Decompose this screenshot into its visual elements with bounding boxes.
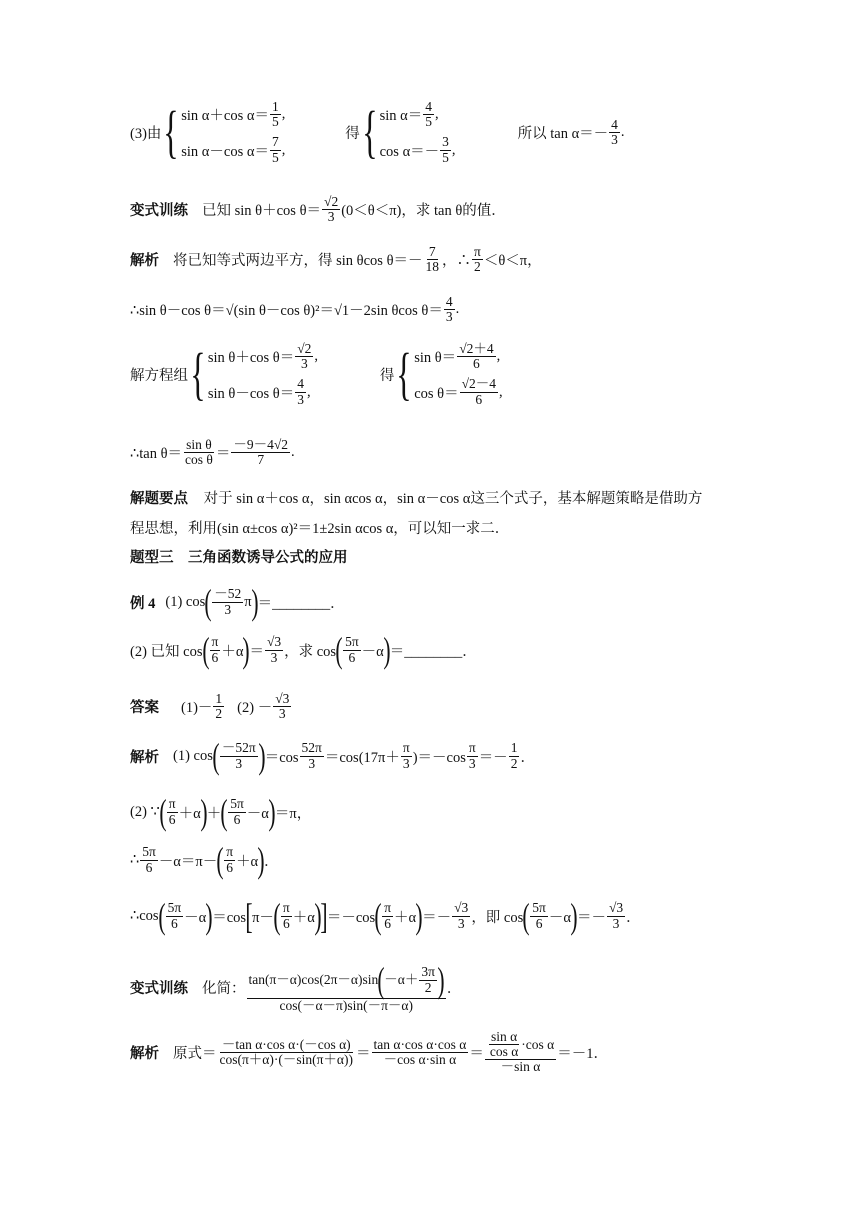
- fraction: $\frac{√2+4}{6}$: [459, 341, 494, 372]
- jiexi-text: (2) ∵: [130, 803, 160, 820]
- fraction: $\frac{\pi}{3}$: [468, 740, 476, 771]
- comma: ,: [281, 106, 286, 123]
- inner-text: －α＋: [384, 971, 419, 987]
- yaodian-line1: [130, 487, 702, 508]
- jiexi-text: ＝－: [576, 909, 606, 926]
- period: .: [291, 444, 295, 461]
- bianshi1-line: [130, 195, 506, 224]
- paren-right: ): [258, 736, 266, 776]
- yaodian-text: 对于 sin α＋cos α，sin αcos α，sin α－cos α这三个式子，基本解题策略是借助方: [203, 491, 703, 507]
- fraction: $\frac{√3}{3}$: [608, 900, 624, 931]
- fraction: $\frac{-9-4√2}{7}$: [233, 437, 289, 468]
- paren-right: ): [257, 840, 265, 880]
- bianshi-label: 变式训练: [130, 981, 188, 998]
- de-text: 得: [345, 125, 360, 142]
- equals: ＝: [469, 1045, 484, 1062]
- fraction: $\frac{4}{3}$: [297, 376, 304, 407]
- left-brace: {: [362, 99, 378, 165]
- eq-text: sin α＝: [379, 108, 423, 125]
- period: ．: [626, 909, 641, 926]
- bianshi-text-2: (0＜θ＜π)，求 tan θ的值．: [341, 203, 506, 220]
- system-2: [380, 100, 498, 165]
- paren-right: ): [268, 792, 276, 832]
- period: .: [455, 301, 460, 318]
- item3-line: [130, 100, 625, 165]
- section-heading: 题型三 三角函数诱导公式的应用: [130, 550, 348, 566]
- eq-text: sin θ＋cos θ＝: [207, 350, 295, 367]
- fraction: $\frac{-52}{3}$: [214, 586, 242, 617]
- paren-right: ): [200, 792, 208, 832]
- eq-text: sin α＋cos α＝: [181, 108, 269, 125]
- li4-text: ＝________．: [389, 643, 477, 660]
- equals: ＝: [249, 643, 264, 660]
- bianshi-label: 变式训练: [130, 203, 188, 220]
- jiexi-text: ＜θ＜π，: [483, 253, 542, 270]
- jiexi1-system: [130, 342, 503, 407]
- jiexi-sqrt-text: √(sin θ－cos θ)²＝√1－2sin θcos θ＝: [225, 303, 443, 320]
- jiexi-label: 解析: [130, 253, 159, 270]
- jiexi-text: ＝cos(17π＋: [324, 749, 400, 766]
- bianshi2-line: [130, 962, 461, 1013]
- comma: ,: [307, 383, 311, 400]
- bracket-right: ]: [320, 896, 328, 936]
- jiexi-text: ，∴: [442, 253, 472, 270]
- eq-text: cos θ＝: [414, 385, 459, 402]
- jiexi-label: 解析: [130, 1045, 159, 1062]
- paren-left: (: [204, 582, 212, 622]
- fraction: $\frac{\text{tan α·cos α·cos α}}{\text{－cos α·sin α}}$: [373, 1036, 467, 1067]
- bianshi-text: 化简：: [202, 981, 246, 998]
- fraction: $\frac{4}{3}$: [611, 116, 618, 147]
- paren-left: (: [377, 960, 385, 1000]
- jiexi-text: ＝－1．: [557, 1045, 608, 1062]
- fraction: $\frac{\pi}{6}$: [226, 844, 234, 875]
- plus-alpha: ＋α: [221, 643, 244, 660]
- fraction: $\frac{√3}{3}$: [275, 691, 290, 722]
- fraction: $\frac{7}{18}$: [425, 244, 440, 275]
- paren-left: (: [157, 896, 166, 936]
- comma: ,: [496, 348, 501, 365]
- system-4: [414, 342, 502, 407]
- jiexi-text: )＝－cos: [412, 749, 466, 766]
- paren-left: (: [201, 630, 210, 670]
- jiexi-text: ，即 cos: [471, 909, 524, 926]
- period: ．: [520, 749, 535, 766]
- plus-alpha: ＋α: [178, 805, 201, 822]
- answer-text: (1)－: [181, 700, 213, 717]
- equals: ＝: [215, 446, 231, 463]
- jiexi2-line4: [130, 898, 641, 934]
- fraction: $\frac{√2-4}{6}$: [461, 376, 497, 407]
- plus-alpha: ＋α: [236, 853, 259, 870]
- pi-minus: π－: [252, 909, 274, 926]
- plus-alpha: ＋α: [394, 909, 417, 926]
- fraction: $\frac{5\pi}{6}$: [345, 634, 359, 665]
- paren-right: ): [437, 960, 445, 1000]
- paren-left: (: [374, 896, 382, 936]
- paren-right: ): [570, 896, 578, 936]
- minus-alpha: －α: [361, 643, 384, 660]
- paren-right: ): [205, 896, 213, 936]
- system-1: [181, 100, 311, 165]
- yaodian-line2: 程思想，利用(sin α±cos α)²＝1±2sin αcos α，可以知一求二．: [130, 521, 510, 537]
- li4-part2: [130, 632, 477, 668]
- fraction: $\frac{1}{2}$: [510, 740, 518, 771]
- minus-alpha: －α: [548, 909, 571, 926]
- answer-text: (2) －: [237, 700, 273, 717]
- jiexi-text: (1) cos: [173, 747, 213, 764]
- comma: ,: [451, 141, 456, 158]
- jiexi2-line3: [130, 842, 279, 878]
- jiexi-text: ＝π，: [274, 805, 312, 822]
- li4-text: (1) cos: [165, 593, 206, 610]
- jiexi1-line2: [130, 295, 459, 324]
- fraction: $\frac{4}{3}$: [445, 294, 453, 325]
- paren-left: (: [335, 630, 343, 670]
- fraction: $\frac{4}{5}$: [425, 99, 433, 130]
- answer-label: 答案: [130, 700, 159, 717]
- fraction: $\frac{5\pi}{6}$: [142, 844, 156, 875]
- fraction: $\frac{3\pi}{2}$: [421, 964, 435, 995]
- fraction: $\frac{52\pi}{3}$: [301, 740, 322, 771]
- fraction: $\frac{1}{5}$: [271, 99, 279, 130]
- li4-label: 例 4: [130, 595, 156, 612]
- jiexi-text: ＝－: [422, 909, 452, 926]
- fraction: $\frac{3}{5}$: [442, 134, 449, 165]
- comma: ,: [435, 106, 439, 123]
- li4-text: (2) 已知 cos: [130, 643, 203, 660]
- comma: ,: [281, 141, 286, 158]
- period: ．: [446, 981, 462, 998]
- paren-right: ): [250, 582, 259, 622]
- solve-text: 解方程组: [130, 367, 188, 384]
- de-text: 得: [379, 367, 395, 384]
- fraction: $\frac{\pi}{3}$: [402, 740, 410, 771]
- eq-text: sin θ－cos θ＝: [207, 385, 295, 402]
- plus: ＋: [206, 805, 222, 822]
- paren-left: (: [522, 896, 530, 936]
- fraction: $\frac{\text{sin α}}{\text{cos α}}$: [489, 1029, 519, 1060]
- compound-fraction: [485, 1030, 556, 1075]
- jiexi-label: 解析: [130, 749, 159, 766]
- numerator-text: tan(π－α)cos(2π－α)sin: [248, 971, 379, 987]
- jiexi-text: －α＝π－: [158, 853, 218, 870]
- jiexi-text: ∴cos: [130, 907, 159, 924]
- fraction: $\frac{√3}{3}$: [266, 634, 282, 665]
- eq-text: cos α＝－: [379, 143, 440, 160]
- fraction: $\frac{1}{2}$: [215, 691, 223, 722]
- jiexi-text: ＝－cos: [326, 909, 376, 926]
- li4-text: ，求 cos: [284, 643, 337, 660]
- fraction: $\frac{\pi}{6}$: [282, 900, 290, 931]
- jiexi2-line2: [130, 794, 311, 830]
- therefore: ∴: [130, 851, 140, 868]
- eq-text: sin α－cos α＝: [181, 143, 269, 160]
- answer-line: [130, 692, 292, 721]
- left-brace: {: [396, 341, 412, 407]
- left-brace: {: [190, 341, 206, 407]
- period: .: [620, 123, 625, 140]
- bracket-left: [: [245, 896, 253, 936]
- fraction: $\frac{5\pi}{6}$: [230, 796, 244, 827]
- yaodian-label: 解题要点: [130, 491, 188, 507]
- period: ．: [264, 853, 279, 870]
- fraction: $\frac{\pi}{6}$: [384, 900, 392, 931]
- paren-right: ): [242, 630, 251, 670]
- fraction: $\frac{\pi}{6}$: [168, 796, 176, 827]
- li4-text: ＝________．: [257, 595, 345, 612]
- jiexi-text: ＝cos: [264, 749, 299, 766]
- fraction: $\frac{√3}{3}$: [454, 900, 469, 931]
- denominator-text: cos(－α－π)sin(－π－α): [279, 998, 413, 1013]
- eq-text: sin θ＝: [414, 350, 457, 367]
- plus-alpha: ＋α: [292, 909, 315, 926]
- fraction: $\frac{\text{－tan α·cos α·(－cos α)}}{\cos(\pi+\alpha)\cdot(-\sin(\pi+\alpha))}$: [219, 1036, 353, 1067]
- fraction: $\frac{5\pi}{6}$: [532, 900, 546, 931]
- paren-right: ): [415, 896, 423, 936]
- jiexi1-line1: [130, 245, 542, 274]
- paren-left: (: [273, 896, 281, 936]
- cos-alpha: ·cos α: [521, 1036, 555, 1052]
- pi-symbol: π: [244, 593, 252, 610]
- equals: ＝: [356, 1045, 371, 1062]
- paren-right: ): [314, 896, 322, 936]
- jiexi-text: ∴tan θ＝: [130, 446, 183, 463]
- conclusion: 所以 tan α＝－: [517, 125, 609, 142]
- minus-alpha: －α: [246, 805, 269, 822]
- fraction: $\frac{\pi}{2}$: [474, 244, 481, 275]
- fraction: $\frac{7}{5}$: [271, 134, 279, 165]
- fraction: $\frac{\text{sin θ}}{\text{cos θ}}$: [185, 437, 213, 468]
- comma: ,: [499, 383, 503, 400]
- fraction: $\frac{-52\pi}{3}$: [221, 740, 256, 771]
- left-brace: {: [163, 99, 180, 165]
- paren-right: ): [383, 630, 391, 670]
- item3-prefix: (3)由: [130, 125, 162, 142]
- paren-left: (: [212, 736, 220, 776]
- li4-part1: [130, 584, 345, 620]
- simplify-fraction: [247, 962, 446, 1013]
- fraction: $\frac{√2}{3}$: [297, 341, 312, 372]
- jiexi3-line: [130, 1030, 608, 1075]
- system-3: [208, 342, 368, 407]
- jiexi-text: 将已知等式两边平方，得 sin θcos θ＝－: [173, 253, 423, 270]
- paren-left: (: [220, 792, 228, 832]
- comma: ,: [314, 348, 319, 365]
- fraction: $\frac{√2}{3}$: [324, 194, 339, 225]
- jiexi1-tan: [130, 438, 295, 467]
- bianshi-text: 已知 sin θ＋cos θ＝: [202, 203, 322, 220]
- jiexi-text: ∴sin θ－cos θ＝: [130, 303, 226, 320]
- paren-left: (: [159, 792, 167, 832]
- jiexi-text: ＝cos: [212, 909, 247, 926]
- denominator-text: －sin α: [500, 1059, 541, 1075]
- fraction: $\frac{\pi}{6}$: [211, 634, 219, 665]
- minus-alpha: －α: [184, 909, 207, 926]
- jiexi-text: 原式＝: [173, 1045, 217, 1062]
- paren-left: (: [216, 840, 224, 880]
- jiexi2-line1: [130, 738, 535, 774]
- fraction: $\frac{5\pi}{6}$: [167, 900, 182, 931]
- jiexi-text: ＝－: [478, 749, 508, 766]
